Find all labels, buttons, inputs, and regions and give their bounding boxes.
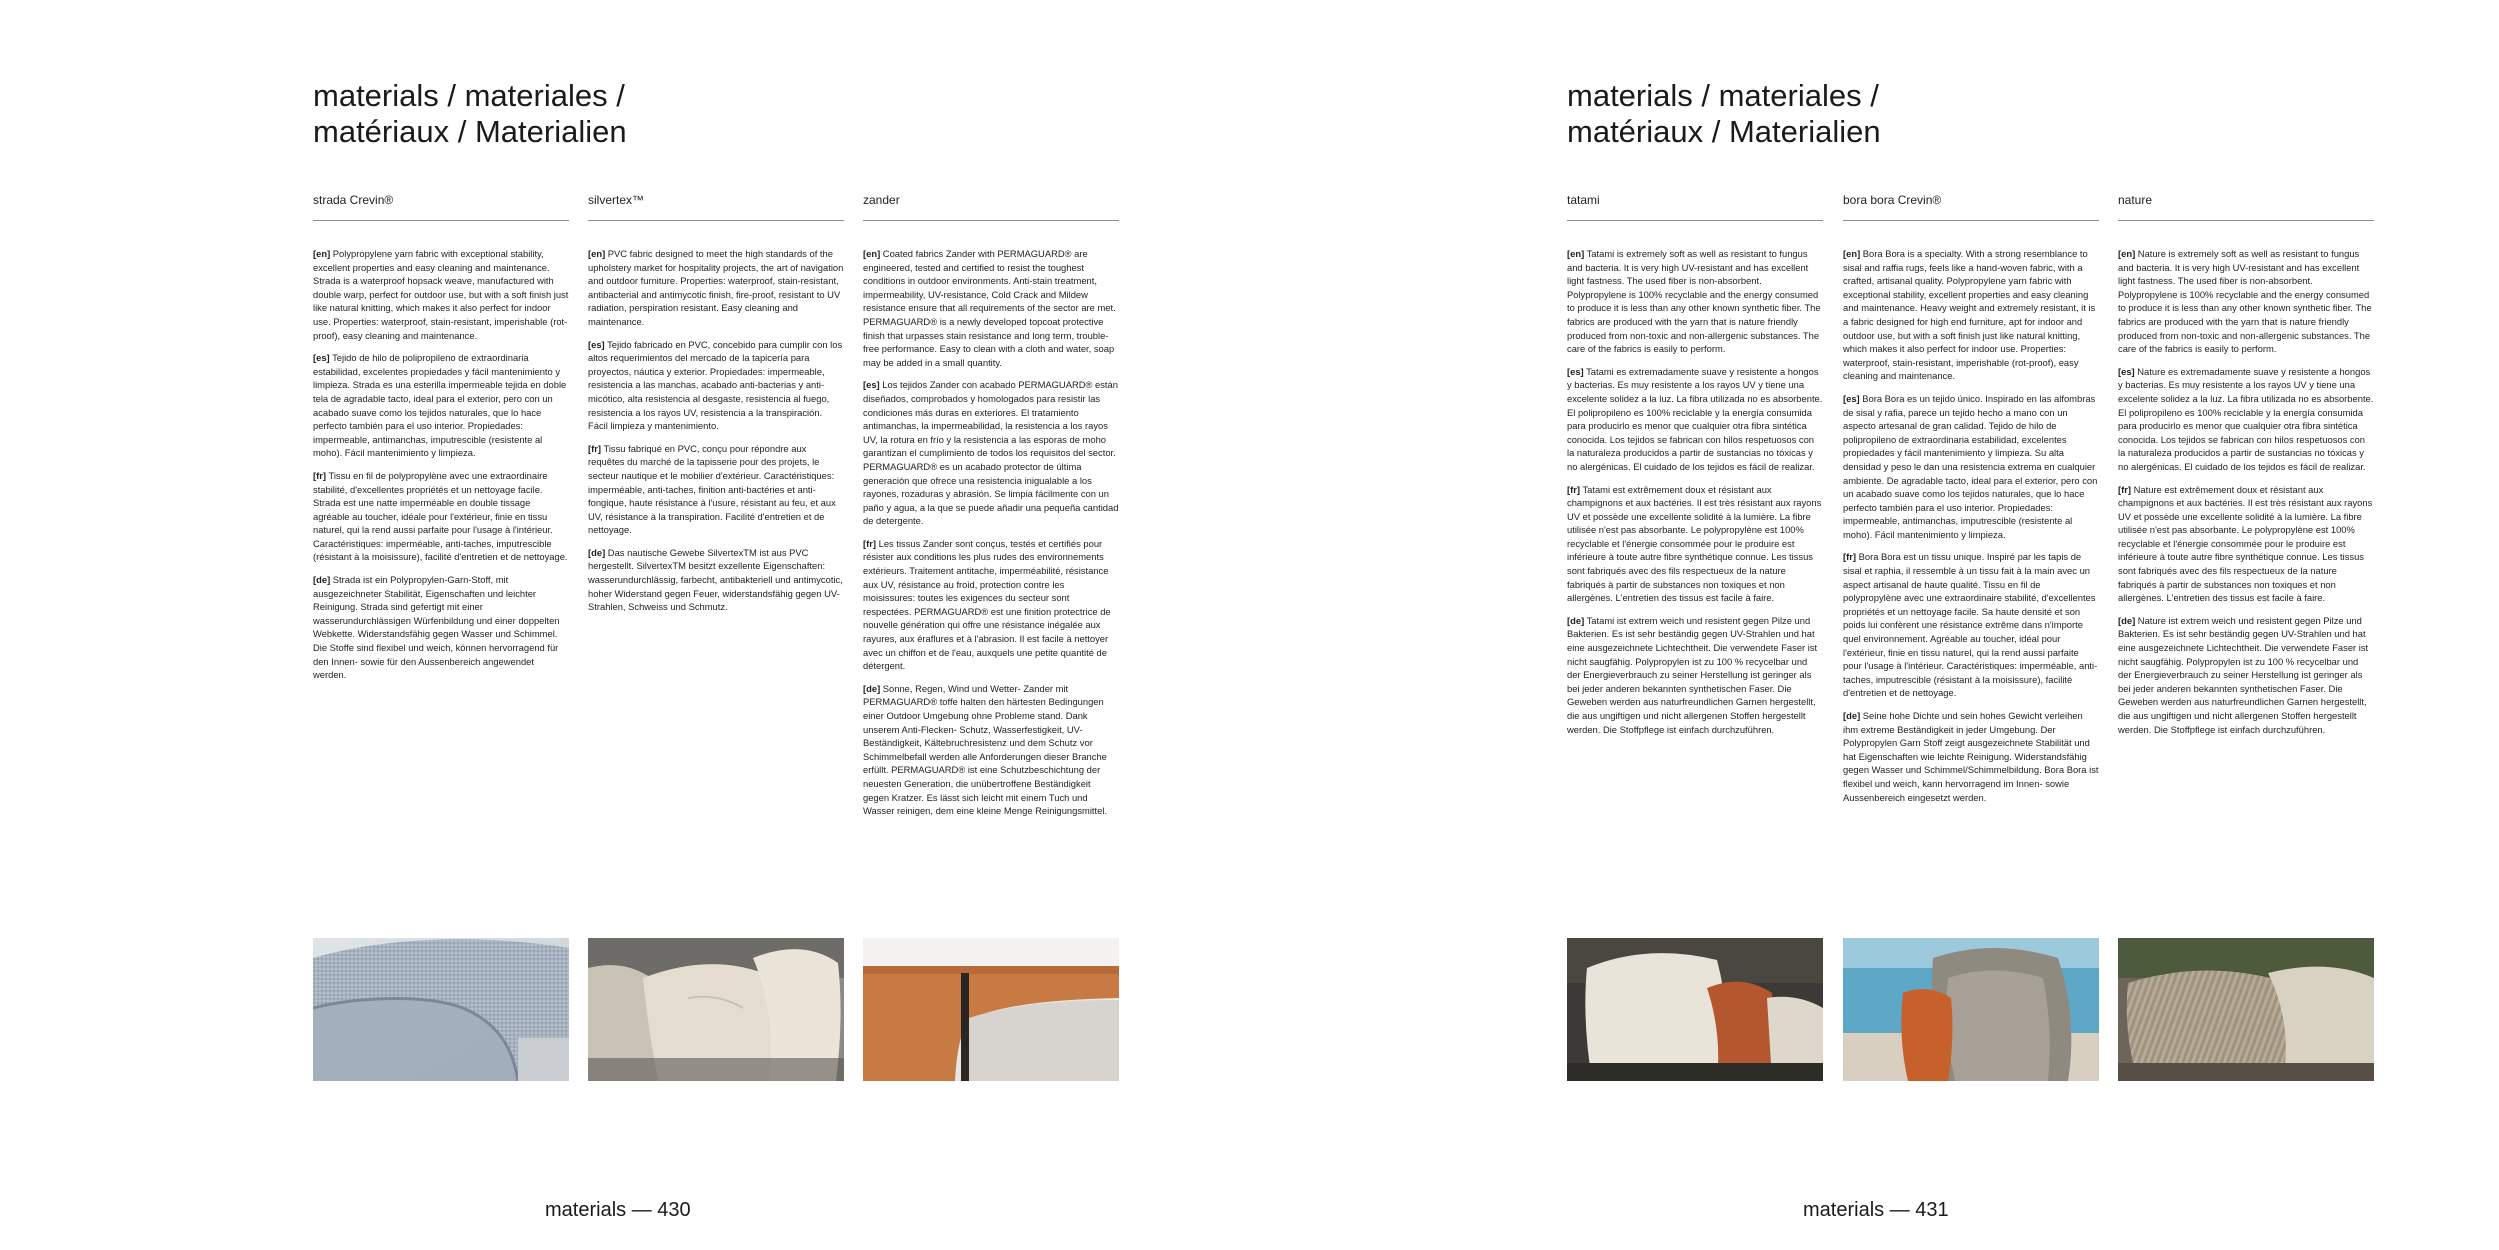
paragraph-en: [en] Nature is extremely soft as well as resistant to fungus and bacteria. It is very high UV-resistant and has excellent light fastness. The used fiber is non-absorbent. Polypropylene is 100% recyclable and the energy consumed to produce it is less than any other known synthetic fiber. The fabrics are produced with the yarn that is nature friendly produced from non-toxic and non-allergenic substances. The care of the fabrics is easily to perform.: [2118, 248, 2372, 355]
left-page-title: [313, 78, 833, 150]
right-title-line2: matériaux / Materialien: [1567, 114, 1881, 149]
material-name: strada Crevin®: [313, 192, 569, 221]
material-description: [1567, 247, 1823, 736]
page-number-left: materials — 430: [545, 1199, 691, 1221]
paragraph-en: [en] Tatami is extremely soft as well as resistant to fungus and bacteria. It is very high UV-resistant and has excellent light fastness. The used fiber is non-absorbent. Polypropylene is 100% recyclable and the energy consumed to produce it is less than any other known synthetic fiber. The fabrics are produced with the yarn that is nature friendly produced from non-toxic and non-allergenic substances. The care of the fabrics is easily to perform.: [1567, 248, 1821, 355]
paragraph-en: [en] PVC fabric designed to meet the high standards of the upholstery market for hospitality projects, the art of navigation and outdoor furniture. Properties: waterproof, stain-resistant, antibacterial and antimycotic finish, fire-proof, resistant to UV radiation, perspiration resistant. Easy cleaning and maintenance.: [588, 248, 844, 327]
paragraph-de: [de] Tatami ist extrem weich und resistent gegen Pilze und Bakterien. Es ist sehr beständig gegen UV-Strahlen und hat eine ausgezeichnete Lichtechtheit. Die verwendete Faser ist nicht saugfähig. Polypropylen ist zu 100 % recycelbar und der Energieverbrauch zu seiner Herstellung ist geringer als bei jeder anderen bekannten synthetischen Faser. Die Geweben werden aus naturfreundlichen Garnen hergestellt, die aus ungiftigen und nicht allergenen Stoffen hergestellt werden. Die Stoffpflege ist einfach durchzuführen.: [1567, 614, 1818, 735]
tatami-fabric-photo: [1567, 938, 1823, 1081]
strada-fabric-photo: [313, 938, 569, 1081]
paragraph-en: [en] Coated fabrics Zander with PERMAGUARD® are engineered, tested and certified to resist the toughest conditions in outdoor environments. Anti-stain treatment, impermeability, UV-resistance, Cold Crack and Mildew resistance ensure that all requirements of the sector are met. PERMAGUARD® is a newly developed topcoat protective finish that urpasses stain resistance and long term, trouble-free performance. Easy to clean with a cloth and water, soap may be added in a small quantity.: [863, 248, 1116, 368]
material-column-tatami: [1567, 192, 1823, 745]
material-name: tatami: [1567, 192, 1823, 221]
right-page-title: [1567, 78, 2087, 150]
page-number-right: materials — 431: [1803, 1199, 1949, 1221]
paragraph-de: [de] Sonne, Regen, Wind und Wetter- Zander mit PERMAGUARD® toffe halten den härtesten Bedingungen einer Outdoor Umgebung ohne Probleme stand. Dank unserem Anti-Flecken- Schutz, Wasserfestigkeit, UV-Beständigkeit, Kältebruchresistenz und dem Schutz vor Schimmelbefall werden alle Anforderungen dieser Branche erfüllt. PERMAGUARD® ist eine Schutzbeschichtung der neuesten Generation, die unübertroffene Beständigkeit gegen Kratzer. Es lässt sich leicht mit einem Tuch und Wasser reinigen, dem eine kleine Menge Reinigungsmittel.: [863, 682, 1108, 817]
material-description: [863, 247, 1119, 818]
material-column-strada: [313, 192, 569, 691]
left-title-line2: matériaux / Materialien: [313, 114, 627, 149]
material-description: [2118, 247, 2374, 736]
material-column-zander: [863, 192, 1119, 827]
paragraph-de: [de] Nature ist extrem weich und resistent gegen Pilze und Bakterien. Es ist sehr beständig gegen UV-Strahlen und hat eine ausgezeichnete Lichtechtheit. Die verwendete Faser ist nicht saugfähig. Polypropylen ist zu 100 % recycelbar und der Energieverbrauch zu seiner Herstellung ist geringer als bei jeder anderen bekannten synthetischen Faser. Die Geweben werden aus naturfreundlichen Garnen hergestellt, die aus ungiftigen und nicht allergenen Stoffen hergestellt werden. Die Stoffpflege ist einfach durchzuführen.: [2118, 614, 2369, 735]
paragraph-es: [es] Tejido de hilo de polipropileno de extraordinaria estabilidad, excelentes propiedades y fácil mantenimiento y limpieza. Strada es una esterilla impermeable tejida en doble tela de agradable tacto, ideal para el exterior, pero con un acabado suave como los tejidos naturales, que lo hace perfecto también para el uso interior. Propiedades: impermeable, antimanchas, imputrescible (resistente al moho). Fácil mantenimiento y limpieza.: [313, 352, 567, 459]
right-title-line1: materials / materiales /: [1567, 78, 1879, 113]
paragraph-es: [es] Tejido fabricado en PVC, concebido para cumplir con los altos requerimientos del mercado de la tapicería para proyectos, náutica y exterior. Propiedades: impermeable, resistencia a las manchas, acabado anti-bacterias y anti-micótico, alta resistencia al desgaste, resistencia al fuego, resistencia a los rayos UV, resistencia a la transpiración. Fácil limpieza y mantenimiento.: [588, 338, 843, 432]
material-description: [1843, 247, 2099, 804]
nature-fabric-photo: [2118, 938, 2374, 1081]
left-title-line1: materials / materiales /: [313, 78, 625, 113]
material-name: zander: [863, 192, 1119, 221]
material-name: nature: [2118, 192, 2374, 221]
material-column-nature: [2118, 192, 2374, 745]
paragraph-es: [es] Tatami es extremadamente suave y resistente a hongos y bacterias. Es muy resistente a los rayos UV y tiene una excelente solidez a la luz. La fibra utilizada no es absorbente. El polipropileno es 100% reciclable y la energía consumida para producirlo es menor que cualquier otra fibra sintética conocida. Los tejidos se fabrican con hilos respetuosos con la naturaleza producidos a partir de sustancias no tóxicas y no alergénicas. El cuidado de los tejidos es fácil de realizar.: [1567, 365, 1823, 472]
paragraph-fr: [fr] Nature est extrêmement doux et résistant aux champignons et aux bactéries. Il est très résistant aux rayons UV et possède une excellente solidité à la lumière. La fibre utilisée n'est pas absorbante. Le polypropylène est 100% recyclable et l'énergie consommée pour le produire est inférieure à toute autre fibre synthétique connue. Les tissus sont fabriqués avec des fils respectueux de la nature fabriqués à partir de substances non toxiques et non allergènes. L'entretien des tissus est facile à faire.: [2118, 483, 2373, 604]
paragraph-es: [es] Bora Bora es un tejido único. Inspirado en las alfombras de sisal y rafia, parece un tejido hecho a mano con un aspecto artesanal de gran calidad. Tejido de hilo de polipropileno de extraordinaria estabilidad, excelentes propiedades y fácil mantenimiento y limpieza. Su alta densidad y peso le dan una resistencia extrema en cualquier ambiente. De agradable tacto, ideal para el exterior, pero con un acabado suave como los tejidos naturales, que lo hace perfecto también para el uso interior. Propiedades: impermeable, antimanchas, imputrescible (resistente al moho). Fácil mantenimiento y limpieza.: [1843, 392, 2098, 540]
zander-fabric-photo: [863, 938, 1119, 1081]
material-name: silvertex™: [588, 192, 844, 221]
paragraph-en: [en] Polypropylene yarn fabric with exceptional stability, excellent properties and easy cleaning and maintenance. Strada is a waterproof hopsack weave, manufactured with double warp, perfect for outdoor use, but with a soft finish just like natural knitting, which makes it also perfect for indoor use. Properties: waterproof, stain-resistant, imperishable (rot-proof), easy cleaning and maintenance.: [313, 248, 569, 341]
paragraph-de: [de] Seine hohe Dichte und sein hohes Gewicht verleihen ihm extreme Beständigkeit in jeder Umgebung. Der Polypropylen Garn Stoff zeigt ausgezeichnete Stabilität und hat Eigenschaften wie leichte Reinigung. Widerstandsfähig gegen Wasser und Schimmel/Schimmelbildung. Bora Bora ist flexibel und weich, kann hervorragend im Innen- sowie Aussenbereich eingesetzt werden.: [1843, 710, 2099, 803]
paragraph-fr: [fr] Les tissus Zander sont conçus, testés et certifiés pour résister aux conditions les plus rudes des environnements extérieurs. Traitement antitache, imperméabilité, résistance aux UV, résistance au froid, protection contre les moisissures: toutes les exigences du secteur sont respectées. PERMAGUARD® est une finition protectrice de nouvelle génération qui offre une résistance inégalée aux rayures, aux éraflures et à l'abrasion. Il est facile à nettoyer avec un chiffon et de l'eau, auxquels une petite quantité de détergent.: [863, 537, 1111, 672]
paragraph-es: [es] Los tejidos Zander con acabado PERMAGUARD® están diseñados, comprobados y homologados para resistir las condiciones más duras en exteriores. El tratamiento antimanchas, la impermeabilidad, la resistencia a los rayos UV, la rotura en frío y la resistencia a las esporas de moho garantizan el cumplimiento de todos los requisitos del sector. PERMAGUARD® es un acabado protector de última generación que ofrece una resistencia inigualable a los rayones, rozaduras y abrasión. Se limpia fácilmente con un paño y agua, a la que se puede añadir una pequeña cantidad de detergente.: [863, 379, 1119, 527]
material-column-silvertex: [588, 192, 844, 623]
paragraph-fr: [fr] Tissu fabriqué en PVC, conçu pour répondre aux requêtes du marché de la tapisserie pour des projets, le secteur nautique et le mobilier d'extérieur. Caractéristiques: imperméable, anti-taches, finition anti-bactéries et anti-fongique, haute résistance à l'usure, résistant au feu, et aux UV, résistance à la transpiration. Facilité d'entretien et de nettoyage.: [588, 442, 836, 536]
material-description: [588, 247, 844, 614]
paragraph-de: [de] Strada ist ein Polypropylen-Garn-Stoff, mit ausgezeichneter Stabilität, Eigenschaften und leichter Reinigung. Strada sind gefertigt mit einer wasserundurchlässigen Würfenbildung und einer doppelten Webkette. Widerstandsfähig gegen Wasser und Schimmel. Die Stoffe sind flexibel und weich, können hervorragend für den Innen- sowie für den Aussenbereich angewendet werden.: [313, 574, 560, 681]
material-name: bora bora Crevin®: [1843, 192, 2099, 221]
paragraph-fr: [fr] Tatami est extrêmement doux et résistant aux champignons et aux bactéries. Il est très résistant aux rayons UV et possède une excellente solidité à la lumière. La fibre utilisée n'est pas absorbante. Le polypropylène est 100% recyclable et l'énergie consommée pour le produire est inférieure à toute autre fibre synthétique connue. Les tissus sont fabriqués avec des fils respectueux de la nature fabriqués à partir de substances non toxiques et non allergènes. L'entretien des tissus est facile à faire.: [1567, 483, 1822, 604]
paragraph-fr: [fr] Bora Bora est un tissu unique. Inspiré par les tapis de sisal et raphia, il ressemble à un tissu fait à la main avec un aspect artisanal de haute qualité. Tissu en fil de polypropylène avec une extraordinaire stabilité, d'excellentes propriétés et un nettoyage facile. Sa haute densité et son poids lui confèrent une résistance extrême dans n'importe quel environnement. Agréable au toucher, idéal pour l'extérieur, finie en tissu naturel, qui la rend aussi parfaite pour l'usage à l'intérieur. Caractéristiques: imperméable, anti- taches, imputrescible (résistant à la moisissure), facilité d'entretien et de nettoyage.: [1843, 551, 2098, 699]
paragraph-fr: [fr] Tissu en fil de polypropylène avec une extraordinaire stabilité, d'excellentes propriétés et un nettoyage facile. Strada est une natte imperméable en double tissage agréable au toucher, idéale pour l'extérieur, finie en tissu naturel, qui la rend aussi parfaite pour l'usage à l'intérieur. Caractéristiques: imperméable, anti-taches, imputrescible (résistant à la moisissure), facilité d'entretien et de nettoyage.: [313, 469, 568, 563]
paragraph-es: [es] Nature es extremadamente suave y resistente a hongos y bacterias. Es muy resistente a los rayos UV y tiene una excelente solidez a la luz. La fibra utilizada no es absorbente. El polipropileno es 100% reciclable y la energía consumida para producirlo es menor que cualquier otra fibra sintética conocida. Los tejidos se fabrican con hilos respetuosos con la naturaleza producidos a partir de sustancias no tóxicas y no alergénicas. El cuidado de los tejidos es fácil de realizar.: [2118, 365, 2374, 472]
material-column-bora-bora: [1843, 192, 2099, 813]
paragraph-de: [de] Das nautische Gewebe SilvertexTM ist aus PVC hergestellt. SilvertexTM besitzt exzellente Eigenschaften: wasserundurchlässig, farbecht, antibakteriell und antimycotic, hoher Widerstand gegen Feuer, widerstandsfähig gegen UV-Strahlen, Schweiss und Schmutz.: [588, 546, 843, 613]
silvertex-fabric-photo: [588, 938, 844, 1081]
bora-bora-fabric-photo: [1843, 938, 2099, 1081]
paragraph-en: [en] Bora Bora is a specialty. With a strong resemblance to sisal and raffia rugs, feels like a hand-woven fabric, with a crafted, artisanal quality. Polypropylene yarn fabric with exceptional stability, excellent properties and easy cleaning and maintenance. Heavy weight and extremely resistant, it is a fabric designed for high end furniture, apt for indoor and outdoor use, but with a soft finish just like natural knitting, which makes it also perfect for indoor use. Properties: waterproof, stain-resistant, imperishable (rot-proof), easy cleaning and maintenance.: [1843, 248, 2096, 382]
material-description: [313, 247, 569, 682]
